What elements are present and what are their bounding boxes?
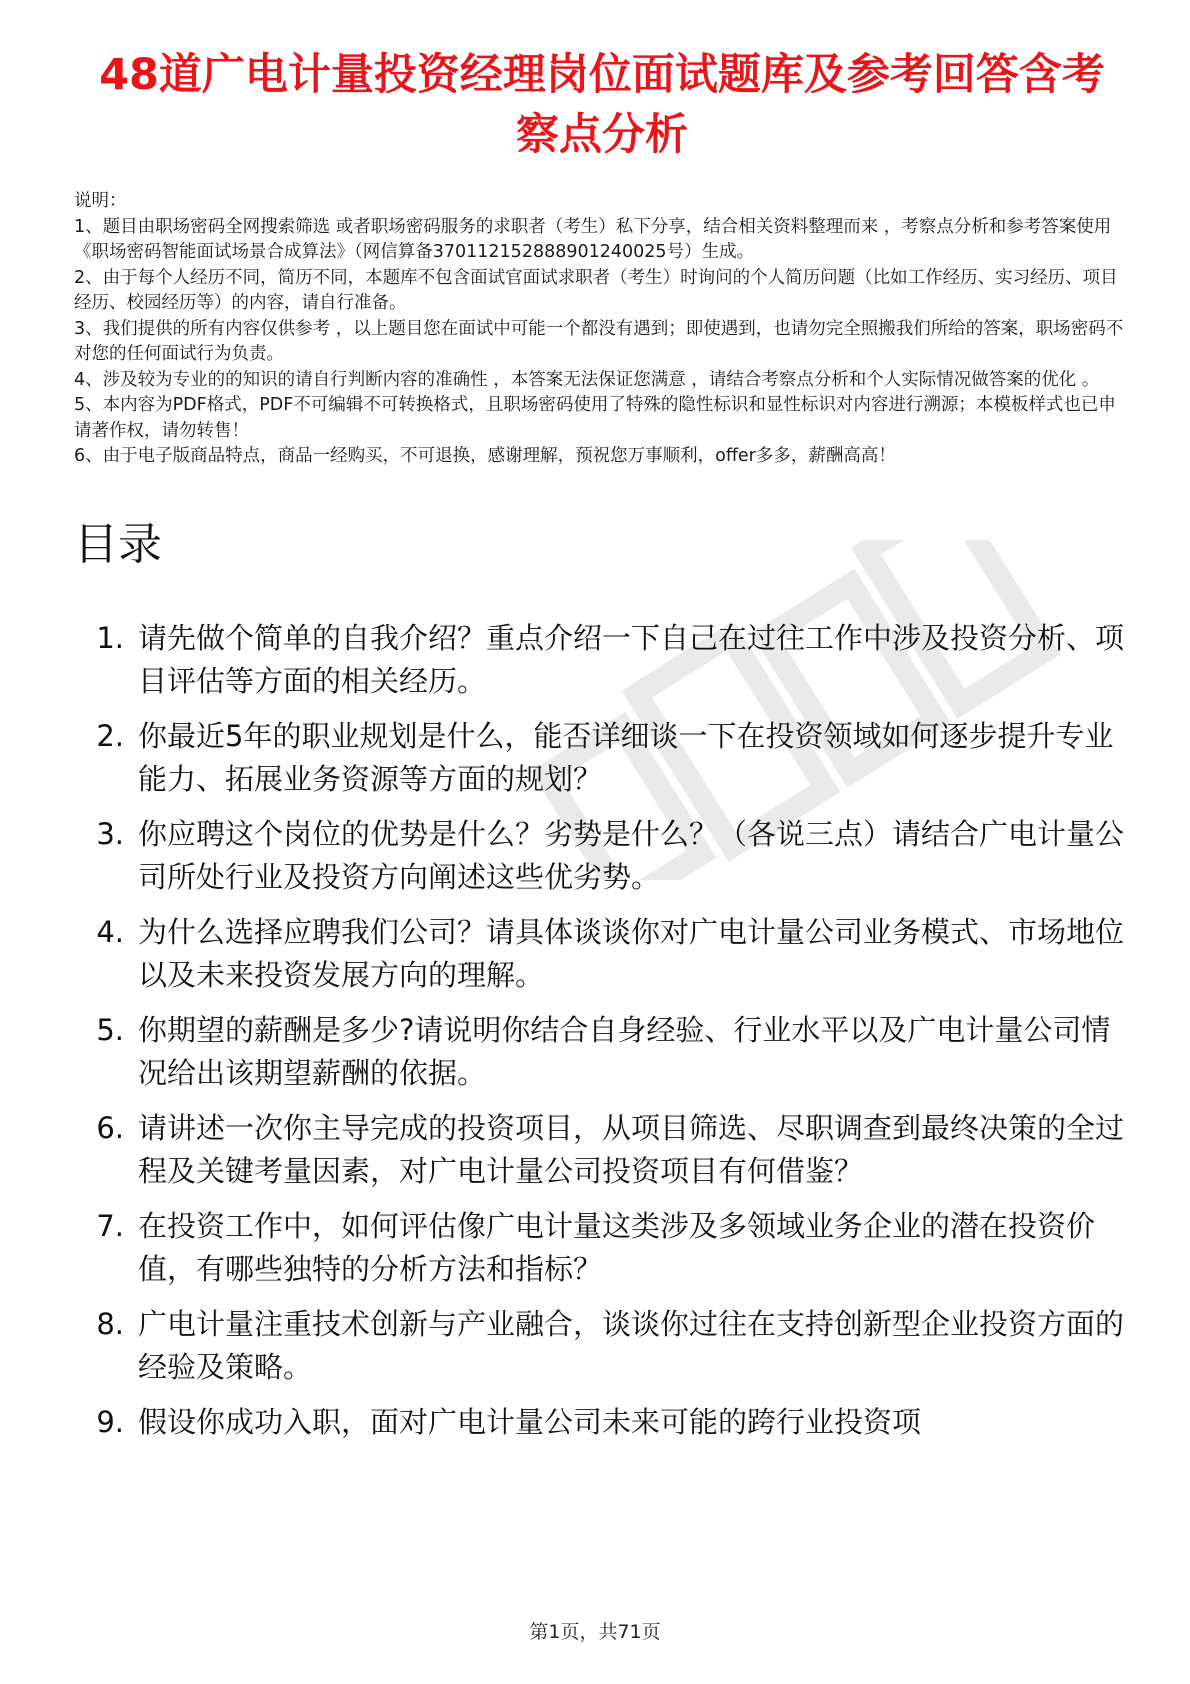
toc-item-6[interactable] (74, 1107, 1130, 1193)
toc-item-4[interactable] (74, 911, 1130, 997)
toc-item-number: 1. (96, 620, 124, 655)
toc-item-2[interactable] (74, 715, 1130, 801)
toc-item-number: 4. (96, 914, 124, 949)
toc-item-text: 为什么选择应聘我们公司？请具体谈谈你对广电计量公司业务模式、市场地位以及未来投资发展方向的理解。 (138, 914, 1125, 992)
toc-item-text: 假设你成功入职，面对广电计量公司未来可能的跨行业投资项 (138, 1404, 922, 1439)
toc-item-number: 9. (96, 1404, 124, 1439)
toc-item-text: 你最近5年的职业规划是什么，能否详细谈一下在投资领域如何逐步提升专业能力、拓展业务资源等方面的规划？ (138, 718, 1114, 796)
document-title: 48道广电计量投资经理岗位面试题库及参考回答含考察点分析 (99, 50, 1105, 160)
toc-item-5[interactable] (74, 1009, 1130, 1095)
note-item-2: 2、由于每个人经历不同，简历不同，本题库不包含面试官面试求职者（考生）时询问的个人简历问题（比如工作经历、实习经历、项目经历、校园经历等）的内容，请自行准备。 (74, 267, 1118, 313)
note-item-3: 3、我们提供的所有内容仅供参考 ，以上题目您在面试中可能一个都没有遇到；即使遇到，也请勿完全照搬我们所给的答案，职场密码不对您的任何面试行为负责。 (74, 318, 1124, 364)
note-item-5: 5、本内容为PDF格式，PDF不可编辑不可转换格式，且职场密码使用了特殊的隐性标识和显性标识对内容进行溯源；本模板样式也已申请著作权，请勿转售！ (74, 395, 1116, 441)
toc-item-number: 8. (96, 1306, 124, 1341)
note-item-6: 6、由于电子版商品特点，商品一经购买，不可退换，感谢理解，预祝您万事顺利，offer多多，薪酬高高！ (74, 446, 896, 466)
toc-item-number: 5. (96, 1012, 124, 1047)
toc-item-number: 7. (96, 1208, 124, 1243)
toc-heading: 目录 (74, 518, 162, 570)
toc-item-number: 6. (96, 1110, 124, 1145)
notes-section (74, 189, 1130, 470)
toc-item-1[interactable] (74, 617, 1130, 703)
toc-item-text: 你期望的薪酬是多少?请说明你结合自身经验、行业水平以及广电计量公司情况给出该期望薪酬的依据。 (138, 1012, 1111, 1090)
notes-label: 说明： (74, 191, 127, 211)
toc-item-9[interactable] (74, 1401, 1130, 1444)
note-item-1: 1、题目由职场密码全网搜索筛选 或者职场密码服务的求职者（考生）私下分享，结合相关资料整理而来 ，考察点分析和参考答案使用《职场密码智能面试场景合成算法》（网信算备370112152888901240025号）生成。 (74, 216, 1112, 262)
toc-item-3[interactable] (74, 813, 1130, 899)
toc-item-8[interactable] (74, 1303, 1130, 1389)
note-item-4: 4、涉及较为专业的的知识的请自行判断内容的准确性 ，本答案无法保证您满意 ，请结合考察点分析和个人实际情况做答案的优化 。 (74, 369, 1100, 390)
toc-item-text: 请讲述一次你主导完成的投资项目，从项目筛选、尽职调查到最终决策的全过程及关键考量因素，对广电计量公司投资项目有何借鉴？ (138, 1110, 1125, 1188)
toc-item-text: 在投资工作中，如何评估像广电计量这类涉及多领域业务企业的潜在投资价值，有哪些独特的分析方法和指标？ (138, 1208, 1096, 1286)
toc-item-text: 广电计量注重技术创新与产业融合，谈谈你过往在支持创新型企业投资方面的经验及策略。 (138, 1306, 1125, 1384)
page-footer: 第1页，共71页 (529, 1621, 661, 1643)
toc-list (74, 617, 1130, 1444)
toc-item-number: 2. (96, 718, 124, 753)
toc-item-number: 3. (96, 816, 124, 851)
toc-item-text: 请先做个简单的自我介绍？重点介绍一下自己在过往工作中涉及投资分析、项目评估等方面的相关经历。 (138, 620, 1125, 698)
toc-item-7[interactable] (74, 1205, 1130, 1291)
toc-item-text: 你应聘这个岗位的优势是什么？劣势是什么？（各说三点）请结合广电计量公司所处行业及投资方向阐述这些优劣势。 (138, 816, 1125, 894)
